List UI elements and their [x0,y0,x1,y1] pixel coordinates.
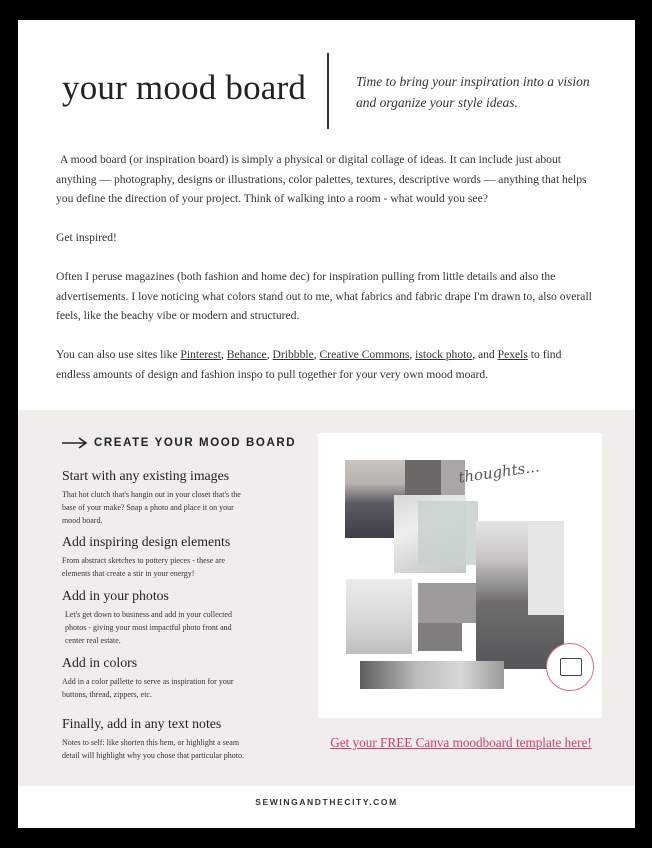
collage-swatch-sage [418,501,478,565]
intro-body [56,150,598,403]
panel-heading-text: CREATE YOUR MOOD BOARD [94,437,297,449]
link-behance[interactable]: Behance [226,347,267,361]
paragraph-4-suffix: to find endless amounts of design and fashion inspo to pull together for your very own mood moard. [56,347,562,381]
footer-site-url[interactable]: SEWINGANDTHECITY.COM [255,797,398,807]
step-colors [62,655,252,701]
separator: , [221,347,227,361]
page [18,20,635,828]
collage-swatch-charcoal [418,623,462,651]
collage-photo-bottom-strip [360,661,504,689]
collage-swatch-light [528,525,564,615]
intro-paragraph-3: Often I peruse magazines (both fashion and home dec) for inspiration pulling from little details and also the advertisements. I love noticing what colors stand out to me, what fabrics and fabric drape I'm drawn to, also overall feels, like the beachy vibe or modern and structured. [56,269,592,323]
paragraph-4-prefix: You can also use sites like [56,347,181,361]
free-template-link[interactable]: Get your FREE Canva moodboard template here! [330,735,592,750]
separator: , [266,347,273,361]
step-text: That hot clutch that's hangin out in your closet that's the base of your make? Snap a photo and place it on your mood board. [62,490,241,525]
collage-script-text: thoughts... [457,457,541,487]
separator: , [409,347,416,361]
intro-paragraph-4 [56,345,598,384]
tagline: Time to bring your inspiration into a vision and organize your style ideas. [356,74,590,110]
panel-heading [62,435,296,451]
step-text: Let's get down to business and add in your collected photos - giving your most impactful photo front and center real estate. [65,610,232,645]
separator-and: , and [472,347,498,361]
step-title: Add in colors [62,655,138,670]
step-text: Add in a color pallette to serve as inspiration for your buttons, thread, zippers, etc. [62,677,234,699]
title-divider [327,53,329,129]
step-photos [62,588,252,647]
step-title: Start with any existing images [62,468,230,483]
step-text-notes [62,716,252,762]
collage-photo-chair [346,579,412,654]
step-text: From abstract sketches to pottery pieces - these are elements that create a stir in your energy! [62,556,226,578]
separator: , [313,347,320,361]
intro-paragraph-2: Get inspired! [56,231,117,245]
step-title: Finally, add in any text notes [62,716,222,731]
header [18,20,635,150]
link-pinterest[interactable]: Pinterest [180,347,221,361]
step-title: Add inspiring design elements [62,534,231,549]
sewing-machine-badge-icon [546,643,594,691]
link-dribbble[interactable]: Dribbble [272,347,314,361]
page-title: your mood board [62,68,307,107]
step-existing-images [62,468,252,527]
link-pexels[interactable]: Pexels [497,347,528,361]
link-istock-photo[interactable]: istock photo [415,347,473,361]
link-creative-commons[interactable]: Creative Commons [319,347,410,361]
footer [18,786,635,828]
step-text: Notes to self: like shorten this hem, or highlight a seam detail will highlight why you chose that particular photo. [62,738,244,760]
collage-swatch-mid-grey [418,583,476,623]
mood-board-image [318,433,602,718]
intro-paragraph-1: A mood board (or inspiration board) is simply a physical or digital collage of ideas. It can include just about anything — photography, designs or illustrations, color palettes, textures, descriptive words — anything that helps you define the direction of your project. Think of walking into a room - what would you see? [56,153,587,206]
mood-board-panel [18,410,635,786]
step-title: Add in your photos [62,588,169,603]
arrow-right-icon [62,437,88,449]
step-design-elements [62,534,252,580]
